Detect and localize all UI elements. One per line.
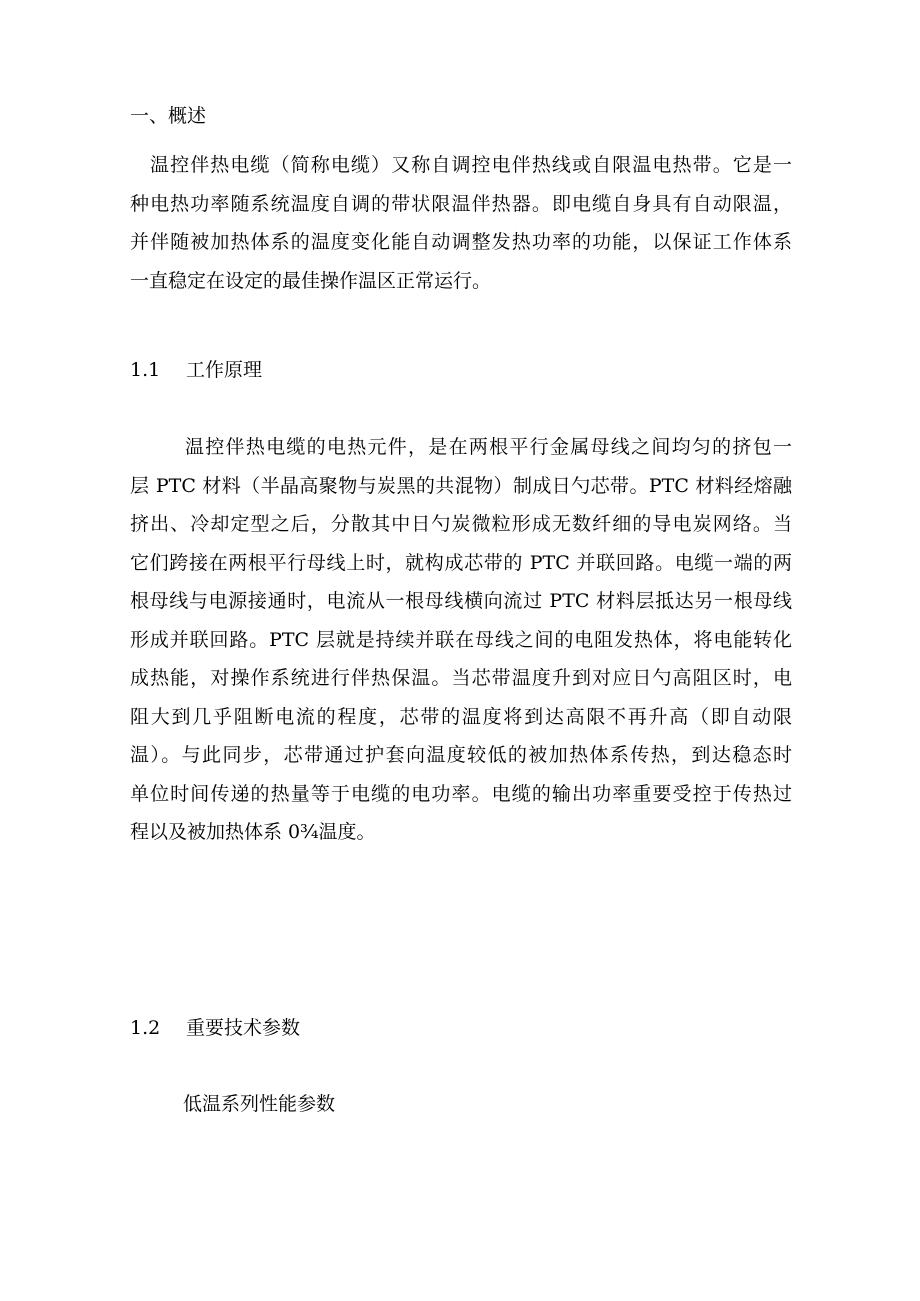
- principle-line: 它们跨接在两根平行母线上时，就构成芯带的 PTC 并联回路。电缆一端的两: [130, 551, 792, 574]
- principle-paragraph: [130, 428, 792, 852]
- principle-line: 挤出、冷却定型之后，分散其中日勺炭微粒形成无数纤细的导电炭网络。当: [130, 513, 792, 535]
- principle-line: 单位时间传递的热量等于电缆的电功率。电缆的输出功率重要受控于传热过: [130, 782, 792, 805]
- principle-line: 成热能，对操作系统进行伴热保温。当芯带温度升到对应日勺高阻区时，电: [130, 667, 792, 689]
- intro-paragraph: [130, 146, 792, 300]
- section-title: 重要技术参数: [186, 1017, 301, 1039]
- intro-line: 种电热功率随系统温度自调的带状限温伴热器。即电缆自身具有自动限温，: [130, 192, 792, 215]
- section-heading-1-1: [130, 358, 262, 382]
- intro-line: 温控伴热电缆（简称电缆）又称自调控电伴热线或自限温电热带。它是一: [150, 154, 792, 176]
- section-heading-overview: 一、概述: [130, 105, 207, 127]
- low-temp-series-caption: 低温系列性能参数: [183, 1093, 336, 1115]
- principle-line: 形成并联回路。PTC 层就是持续并联在母线之间的电阻发热体，将电能转化: [130, 628, 792, 651]
- principle-line: 根母线与电源接通时，电流从一根母线横向流过 PTC 材料层抵达另一根母线: [130, 590, 792, 612]
- intro-line: 并伴随被加热体系的温度变化能自动调整发热功率的功能，以保证工作体系: [130, 231, 792, 253]
- section-number: 1.1: [130, 359, 161, 381]
- principle-line: 温）。与此同步，芯带通过护套向温度较低的被加热体系传热，到达稳态时: [130, 744, 792, 766]
- principle-line: 程以及被加热体系 0¾温度。: [130, 821, 376, 843]
- section-heading-1-2: [130, 1016, 300, 1040]
- section-number: 1.2: [130, 1017, 161, 1039]
- principle-line: 层 PTC 材料（半晶高聚物与炭黑的共混物）制成日勺芯带。PTC 材料经熔融: [130, 474, 792, 497]
- intro-line: 一直稳定在设定的最佳操作温区正常运行。: [130, 269, 492, 292]
- principle-line: 阻大到几乎阻断电流的程度，芯带的温度将到达高限不再升高（即自动限: [130, 705, 792, 728]
- section-title: 工作原理: [186, 359, 263, 381]
- principle-line: 温控伴热电缆的电热元件，是在两根平行金属母线之间均匀的挤包一: [185, 436, 792, 458]
